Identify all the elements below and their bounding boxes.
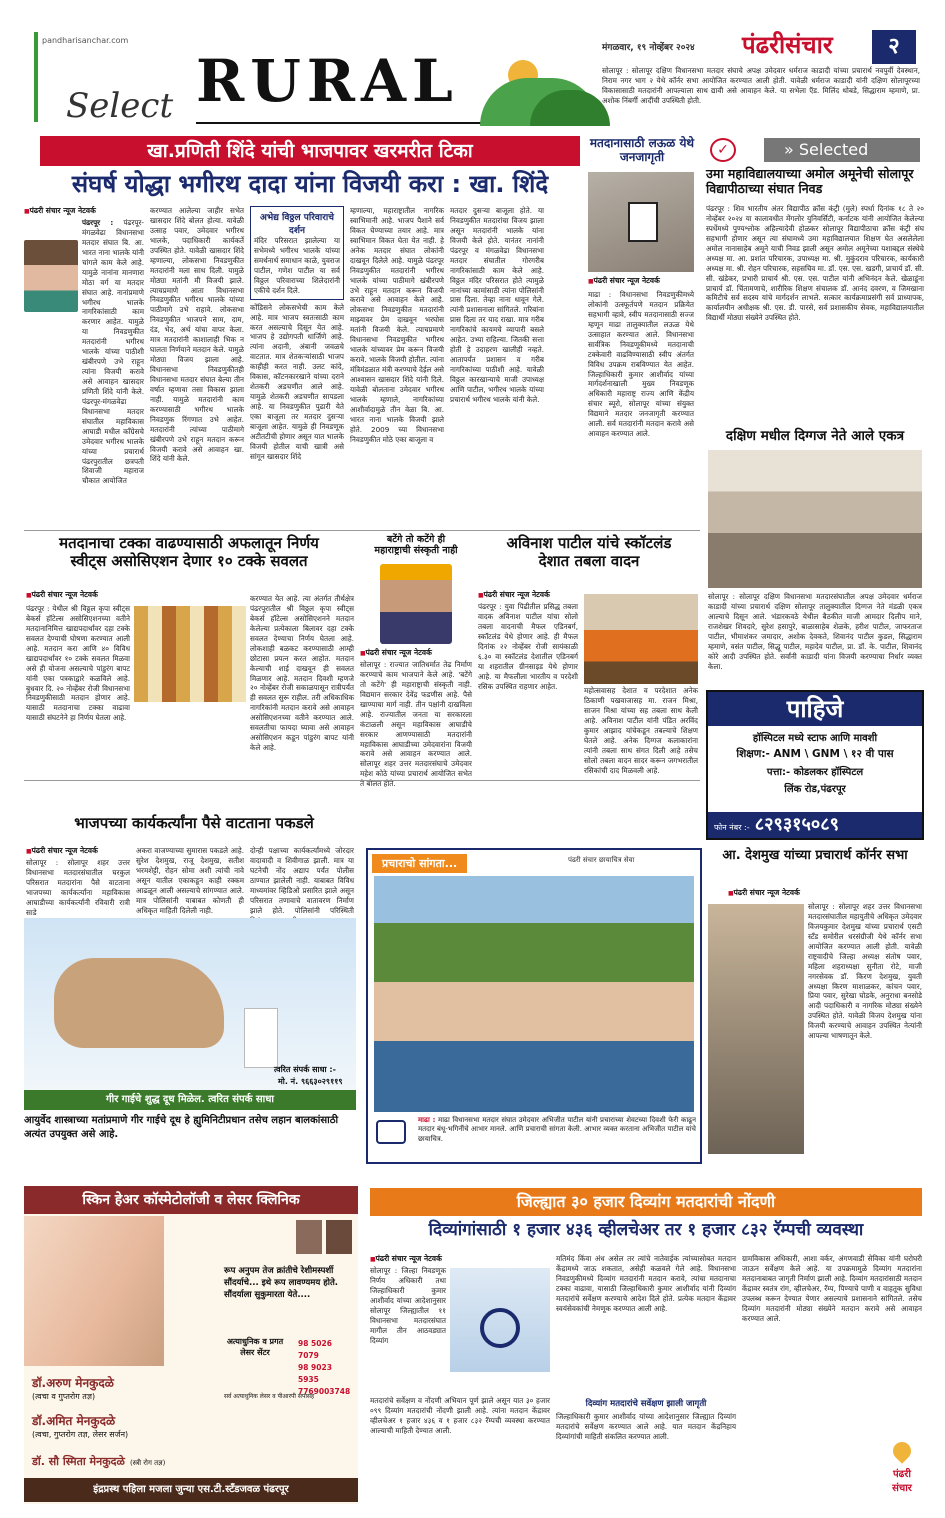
clinic-facility: सर्व अत्याधुनिक लेसर व पीआरपी सपासह (224, 1393, 315, 1400)
camera-icon (376, 1120, 406, 1144)
byline: ■ पंढरी संचार न्यूज नेटवर्क (24, 206, 144, 216)
speaker-photo (380, 564, 452, 644)
family-box-title: अभेद्य विठ्ठल परिवाराचे दर्शन (260, 213, 334, 236)
group-photo (708, 450, 922, 588)
sweets-col1: पंढरपूर : येथील श्री विठ्ठल कृपा स्वीट्स बेकर्स हॉटेल्स असोसिएशनच्या वतीने मतदानानिमित्त खाद्यपदार्थांवर दहा टक्के सवलत देण्याची घोषणा करण्यात आली आहे. मतदान करा आणि ४० विविध खाद्यपदार्थांवर १० टक्के सवलत मिळवा असे ही योजना असल्याचे पांडुरंग बापट यांनी एका पत्रकाद्वारे कळविले आहे. बुधवार दि. २० नोव्हेंबर रोजी विधानसभा निवडणुकीसाठी मतदान होणार आहे. यासाठी मतदानाचा टक्का वाढावा यासाठी संघटनेने हा निर्णय घेतला आहे. (26, 604, 130, 723)
south-text: सोलापूर : सोलापूर दक्षिण विधानसभा मतदारसंघातील अपक्ष उमेदवार धर्मराज काडादी यांच्या प्रचारार्थ दक्षिण सोलापूर तालुक्यातील दिग्गज नेते मंडळी एकत्र आल्याचे दिसून आले. भंडारकवठे येथील बैठकीत माजी आमदार दिलीप माने, राजशेखर शिवदारे, सुरेश हसापुरे, बाळासाहेब शेळके, हरीश पाटील, जाफरताज पाटील, भीमाशंकर जमादार, अशोक देवकते, शिवानंद पाटील कुडल, सिद्धाराम म्हमाणे, वसंत पाटील, सिद्धू पाटील, महादेव पाटील, प्रा. डॉ. के. पाटील, शिवानंद कोरे आदी उपस्थित होते. सर्वांनी काडादी यांना विजयी करण्याचा निर्धार व्यक्त केला. (708, 592, 922, 671)
divider (24, 780, 700, 781)
lead-col2: करण्यात आलेल्या जाहीर सभेत खासदार शिंदे बोलत होत्या. यावेळी उत्साह पवार, उमेदवार भगीरथ भालके, पदाधिकारी कार्यकर्ते उपस्थित होते. यावेळी खासदार शिंदे म्हणाल्या, लोकसभा निवडणुकीत मतदारांनी मला साथ दिली. यामुळे मोठ्या मतांनी मी विजयी झाले. त्याचप्रमाणे आता विधानसभा निवडणुकीत भगीरथ भालके यांच्या पाठीमागे उभे राहावे. लोकसभा निवडणुकीत भाजपने साम, दाम, दंड, भेद, अर्थ यांचा वापर केला. मात्र मतदारांनी काशालाही भिक न घालता निर्णयाने मतदान केले. यामुळे मोठ्या विजय झाला आहे. विधानसभा निवडणुकीतही विधानसभा मतदार संघात बेल्या तीन वर्षात म्हणावा तसा विकास झाला नाही. यामुळे मतदारांनी काम करण्यासाठी भगीरथ भालके निवडणुक रिंगणात उभे आहेत. मतदारांनी त्यांच्या पाठीमागे खंबीरपणे उभे राहून मतदान करून विजयी करावे असे आवाहन खा. शिंदे यांनी केले. (150, 206, 244, 464)
byline: ■ पंढरी संचार न्यूज नेटवर्क (26, 590, 98, 600)
page-number: २ (872, 30, 916, 64)
selected-text: पंढरपूर : शिव भारतीय अंतर विद्यापीठ क्रॉस कंट्री (मुले) स्पर्धा दिनांक १८ ते २० नोव्हेंबर २०२४ या कालावधीत मेंगलोर युनिवर्सिटी, कर्नाटक यांनी आयोजित केलेल्या स्पर्धेमध्ये पुण्यश्लोक अहिल्यादेवी होळकर सोलापूर विद्यापीठाचा क्रॉस कंट्री संघ सहभागी होणार असून त्या संघामध्ये उमा महाविद्यालयात शिक्षण घेत असलेलेला अमोल नानासाहेब अमूने याची निवड झाली असून अमोल अमूनेच्या यशाबद्दल संस्थेचे अध्यक्ष मा. आ. प्रशांत परिचारक, उपाध्यक्ष मा. श्री. मुकुंदराव परिचारक, कार्यकारी अध्यक्ष मा. श्री. रोहन परिचारक, सहसचिव मा. डॉ. एस. एस. खडगी, प्राचार्य डॉ. सी. सी. खंडेकर, प्रभारी प्राचार्य श्री. एस. एस. पाटील यांनी अभिनंदन केले. खेळाडूंना प्राचार्य डॉ. चिंतामणाचे, शारीरिक शिक्षण संचालक डॉ. आनंद दवरण, व जिमखाना कमिटीचे सर्व सदस्य यांचे मार्गदर्शन लाभले. सत्कार कार्यक्रमाप्रसंगी सर्व प्राध्यापक, कार्यालयीन अधीक्षक श्री. एस. डी. पारसे, सर्व प्रशासकीय सेवक, महाविद्यालयातील विद्यार्थी मोठ्या संख्येने उपस्थित होते. (706, 204, 924, 323)
select-word: Select (66, 86, 174, 126)
wheelchair-icon (480, 1308, 520, 1348)
clinic-address: इंद्रप्रस्थ पहिला मजला जुन्या एस.टी.स्टँडजवळ पंढरपूर (24, 1478, 358, 1502)
lead-col3 (250, 206, 344, 522)
date: मंगळवार, १९ नोव्हेंबर २०२४ (602, 43, 695, 53)
sweets-headline: मतदानाचा टक्का वाढण्यासाठी अफलातून निर्णय स्वीट्स असोसिएशन देणार १० टक्के सवलत (59, 534, 319, 570)
lead-col4: म्हणाल्या, महाराष्ट्रातील नागरिक स्वाभिमानी आहे. भाजप पैशाने सर्व विकत घेण्याच्या तयार आहे. मात्र स्वाभिमान विकत घेता येत नाही. हे अनेक मतदार संघात लोकांनी दाखवून दिलेले आहे. यामुळे पंढरपूर निवडणुकीत मतदारांनी भगीरथ भालके यांच्या पाठीमागे खंबीरपणे उभे राहून मतदान करून विजयी करावे असे आवाहन केले आहे. लोकसभा निवडणुकीत मतदारांनी माझ्यावर प्रेम दाखवून भरघोस मतांनी विजयी केले. त्याचप्रमाणे विधानसभा निवडणुकीत भगीरथ भालके यांच्यावर प्रेम करून विजयी करावे. भालके विजयी होतील. त्यांना मंत्रिमंडळात मंत्री करण्याचे देईल असे आश्वासन खासदार शिंदे यांनी दिले. यावेळी बोलताना उमेदवार भगीरथ भालके म्हणाले, नागरिकांच्या आशीर्वादामुळे तीन वेळा बि. आ. भारत नाना भालके विजयी झाले होते. 2009 च्या विधानसभा निवडणुकीत मोठे एका बाजूला व (350, 206, 444, 444)
bjp-col2: अकरा वाजण्याच्या सुमारास पकडले आहे. सुरेश देशमुख, राजू देशमुख, सतीश भरमशेट्टी, रोहन सोमा अशी त्यांची नावे असून यातील एकाकडून काही रक्कम आढळून आली असल्याचे सांगण्यात आले. मात्र पोलिसांनी याबाबत कोणती ही अधिकृत माहिती दिलेली नाही. (136, 846, 244, 915)
clinic-tagline: रूप अनुपम तेज क्रांतीचे रेशीमस्पर्शी सौंदर्याचे... इथे रूप लावण्यमय होते. सौंदर्याला सुकुमारता येते.... (224, 1266, 339, 1300)
milk-mobile[interactable]: मो. नं. ९६६३०२९११९ (278, 1077, 343, 1086)
divyang-kicker: जिल्ह्यात ३० हजार दिव्यांग मतदारांची नोंदणी (370, 1188, 922, 1216)
byline: ■ पंढरी संचार न्यूज नेटवर्क (360, 648, 432, 658)
sweets-photo (134, 606, 246, 702)
divyang-story (370, 1254, 922, 1504)
divider (24, 530, 700, 531)
bjp-headline: भाजपच्या कार्यकर्त्यांना पैसे वाटताना पकडले (74, 814, 314, 832)
tabla-photo (584, 594, 698, 684)
south-headline: दक्षिण मधील दिग्गज नेते आले एकत्र (725, 428, 905, 444)
lead-story (24, 206, 584, 526)
deshmukh-photo (708, 904, 804, 1154)
photo-credit: पंढरी संचार छायाचित्र सेवा (568, 856, 635, 864)
doctor-2: डॉ.अमित मेनकुदळे (त्वचा, गुप्तरोग तज्ञ, लेसर सर्जन) (32, 1414, 129, 1439)
lead-headline: संघर्ष योद्धा भगीरथ दादा यांना विजयी करा : खा. शिंदे (71, 170, 549, 198)
divyang-headline: दिव्यांगांसाठी १ हजार ४३६ व्हीलचेअर तर १ हजार ८३२ रॅम्पची व्यवस्था (428, 1220, 864, 1240)
divyang-col2: मतिमंद किंवा अंध असेल तर त्यांचे नातेवाईक त्यांच्यासोबत मतदान केंद्रामध्ये जाऊ शकतात, असेही कळवले गेले आहे. विधानसभा निवडणुकीमध्ये दिव्यांग मतदारांनी मतदान करावे, त्यांचा मतदानाचा टक्का वाढावा, यासाठी जिल्हाधिकारी कुमार आशीर्वाद यांनी दिव्यांग मतदारांचे सर्वेक्षण करण्याचे आदेश दिले होते. प्रत्येक मतदान केंद्रावर स्वयंसेवकांची नेमणूक करण्यात आली आहे. (556, 1254, 736, 1313)
tabla-col2: महोत्सवासह देशात व परदेशात अनेक ठिकाणी पखवाजासह मा. राजन मिश्रा, साजन मिश्रा यांच्या सह तबला साथ केली आहे. अविनाश पाटील यांनी पंडित अरविंद कुमार आझाद यांचेकडून तबल्याचे शिक्षण घेतले आहे. अनेक दिग्गज कलाकारांना त्यांनी तबला साथ संगत दिली आहे तसेच सोलो तबला वादन सादर करून जगभरातील रसिकांची दाद मिळवली आहे. (584, 686, 698, 775)
wanted-line4: लिंक रोड,पंढरपूर (784, 784, 846, 795)
wheelchair-illustration (450, 1268, 550, 1372)
awareness-story (588, 136, 696, 526)
campaign-photo (374, 876, 694, 1112)
deshmukh-text: सोलापूर : सोलापूर शहर उत्तर विधानसभा मतदारसंघातील महायुतीचे अधिकृत उमेदवार विजयकुमार देशमुख यांच्या प्रचारार्थ एसटी स्टँड समोरील धरसंग्रीजी येथे कॉर्नर सभा आयोजित करण्यात आली होती. यावेळी राष्ट्रवादीचे जिल्हा अध्यक्ष संतोष पवार, महिला शहराध्यक्षा सुनीता रोटे, माजी नगरसेवक डॉ. किरण देशमुख, युवती अध्यक्षा किरण माशाळकर, कांचन पवार, प्रिया पवार, सुरेखा घोडके, अनुराधा बनसोडे आदी पदाधिकारी व नागरिक मोठ्या संख्येने उपस्थित होते. यावेळी विजय देशमुख यांना विजयी करण्याचे आवाहन उपस्थित नेत्यांनी आपल्या भाषणातून केले. (808, 902, 922, 1041)
campaign-tag: प्रचाराचो सांगता... (372, 854, 467, 873)
clinic-phones[interactable]: 98 5026 7079 98 9023 5935 7769003748 (298, 1339, 351, 1396)
bjp-col1: सोलापूर : सोलापूर शहर उत्तर विधानसभा मतदारसंघातील घरकुल परिसरात मतदारांना पैसे वाटताना भाजपच्या कार्यकर्त्यांना महाविकास आघाडीच्या कार्यकर्त्यांनी रविवारी रात्री साडे (26, 858, 130, 917)
family-box-text: मंदिर परिसरात झालेल्या या सभेमध्ये भगीरथ भालके यांच्या समर्थनार्थ समाधान काळे, युवराज पाटील, गणेश पाटील या सर्व विठ्ठल परिवाराच्या शिलेदारांनी एकीचे दर्शन दिले. (254, 236, 340, 295)
divyang-col2b: जिल्हाधिकारी कुमार आशीर्वाद यांच्या आदेशानुसार जिल्ह्यात दिव्यांग मतदारांचे सर्वेक्षण करण्यात आले आहे. यात मतदान केंद्रनिहाय दिव्यांगांची माहिती संकलित करण्यात आली. (556, 1412, 736, 1441)
divyang-col3: ग्रामविकास अधिकारी, आशा वर्कर, अंगणवाडी सेविका यांनी घरोघरी जाऊन सर्वेक्षण केले आहे. या उपक्रमामुळे दिव्यांग मतदारांना मतदानाबाबत जागृती निर्माण झाली आहे. दिव्यांग मतदारांसाठी मतदान केंद्रावर स्वतंत्र रांग, व्हीलचेअर, रॅम्प, पिण्याचे पाणी व वाहतूक सुविधा उपलब्ध करून देण्यात येणार असल्याचे प्रशासनाने सांगितले. तसेच दिव्यांग मतदारांनी मोठ्या संख्येने मतदान करावे असे आवाहन करण्यात आले. (742, 1254, 922, 1323)
cow-icon (54, 958, 224, 1048)
wanted-phone-row (708, 812, 922, 838)
divyang-col1b: मतदारांचे सर्वेक्षण व नोंदणी अभियान पूर्ण झाले असून यात ३० हजार ०९९ दिव्यांग मतदारांची नोंदणी झाली आहे. त्यांना मतदान केंद्रावर व्हीलचेअर १ हजार ४३६ व १ हजार ८३२ रॅम्पची व्यवस्था करण्यात आल्याची माहिती देण्यात आली. (370, 1396, 550, 1435)
divyang-col1a: सोलापूर : जिल्हा निवडणूक निर्णय अधिकारी तथा जिल्हाधिकारी कुमार आशीर्वाद यांच्या आदेशानुसार सोलापूर जिल्ह्यातील ११ विधानसभा मतदारसंघात मागील तीन आठवड्यात दिव्यांग (370, 1266, 446, 1345)
lead-col3-text: कोंडिसने लोकसभेची काम केले आहे. मात्र भाजप स्वतःसाठी काम करत असल्याचे दिसून येत आहे. भाजप हे उद्योगपती धार्जिणे आहे. त्यांना अदानी, अंबानी जवळचे वाटतात. मात्र शेतकऱ्यांसाठी भाजप काहीही करत नाही. उलट कांदे, विकास, कॉटनकारखाने यांच्या दराने शेतकरी अडचणीत आले आहे. यामुळे शेतकरी अडचणीत सापडला आहे. या निवडणुकीत पुढारी येते एका बाजूला तर मतदार दुसऱ्या बाजूला आहेत. यामुळे ही निवडणूक अटीतटीची होणार असून यात भालके विजयी होतील याची खात्री असे सांगून खासदार शिंदे (250, 302, 344, 461)
byline: ■ पंढरी संचार न्यूज नेटवर्क (26, 846, 98, 856)
clinic-title: स्किन हेअर कॉस्मेटोलॉजी व लेसर क्लिनिक (24, 1186, 358, 1214)
tabla-story (478, 534, 700, 776)
culture-story (360, 534, 472, 789)
lead-col1-text: पंढरपूर : पंढरपूर-मंगळवेढा विधानसभा मतदार संघात बि. आ. भारत नाना भालके यांनी चांगले काम केले आहे. यामुळे नानांना मानणारा मोठा वर्ग या मतदार संघात आहे. नानांप्रमाणे भगीरथ भालके नागरिकांसाठी काम करणार आहेत. यामुळे या निवडणुकीत मतदारांनी भगीरथ भालके यांच्या पाठीशी खंबीरपणे उभे राहून त्यांना विजयी करावे असे आवाहन खासदार प्रणिती शिंदे यांनी केले. पंढरपूर-मंगळवेढा विधानसभा मतदार संघातील महाविकास आघाडी मधील काँग्रेसचे उमेदवार भगीरथ भालके यांच्या प्रचारार्थ पंढरपुरातील छत्रपती शिवाजी महाराज चौकात आयोजित (82, 218, 144, 486)
top-brief (602, 66, 920, 120)
wanted-title: पाहिजे (708, 692, 922, 726)
top-brief-text: सोलापूर : सोलापूर दक्षिण विधानसभा मतदार संघाचे अपक्ष उमेदवार धर्मराज काडादी यांच्या प्रचारार्थ नवपुर्वी देवस्थान, निराम नगर भाग २ येथे कॉर्नर सभा आयोजित करण्यात आली होती. यावेळी धर्मराज काडादी यांनी दक्षिण सोलापूरच्या विकासासाठी मतदारांनी आपल्याला साथ द्यावी असे आवाहन केले. या सभेला ऍड. मिलिंद थोबडे, सिद्धाराम म्हमाणे, प्रा. अशोक निंबर्गी आदींची उपस्थिती होती. (602, 66, 920, 105)
bjp-col3: दोन्ही पक्षाच्या कार्यकर्त्यांमध्ये जोरदार वादावादी व शिवीगाळ झाली. मात्र या घटनेची नोंद अद्याप पर्यंत पोलीस ठाण्यात झालेली नाही. याबाबत विविध माध्यमांवर व्हिडिओ प्रसारित झाले असून परिसरात तणावाचे वातावरण निर्माण झाले होते. पोलिसांनी परिस्थिती (250, 846, 354, 915)
campaign-panel (366, 848, 702, 1164)
check-icon: ✓ (710, 138, 736, 162)
campaign-caption: माढा : माढा विधानसभा मतदार संघात उमेदवार अभिजीत पाटील यांनी प्रचाराच्या शेवटच्या दिवशी फेरी काढून मतदार बंधू-भगिनींचे आभार मानले. आणि प्रचाराची सांगता केली. आभार व्यक्त करताना अभिजीत पाटील यांचे छायाचित्र. (418, 1116, 696, 1143)
paper-name: पंढरीसंचार (742, 31, 833, 59)
footer-logo: पंढरी संचार (880, 1442, 924, 1502)
selected-headline: उमा महाविद्यालयाच्या अमोल अमूनेची सोलापूर विद्यापीठाच्या संघात निवड (706, 166, 914, 196)
awareness-text: माढा : विधानसभा निवडणुकीमध्ये लोकांनी उत्स्फूर्तपणे मतदान प्रक्रियेत सहभागी व्हावे, स्वीप मतदानासाठी सज्ज म्हणून माढा तालुक्यातील लऊळ येथे उत्साहात करण्यात आले. विधानसभा सार्वत्रिक निवडणूकीमध्ये मतदानाची टक्केवारी वाढविण्यासाठी स्वीप अंतर्गत विविध उपक्रम राबविण्यात येत आहेत. जिल्हाधिकारी कुमार आशीर्वाद यांच्या मार्गदर्शनाखाली मुख्य निवडणूक अधिकारी महाराष्ट्र राज्य आणि केंद्रीय संचार ब्यूरो, सोलापूर यांच्या संयुक्त विद्यमाने मतदार जनजागृती करण्यात आली. सर्व मतदारांनी मतदान करावे असे आवाहन करण्यात आले. (588, 290, 694, 439)
location-pin-icon (889, 1438, 914, 1463)
byline: ■ पंढरी संचार न्यूज नेटवर्क (588, 276, 660, 286)
lead-col5: मतदार दुसऱ्या बाजूला होते. या निवडणुकीत मतदारांचा विजय झाला असून मतदारांनी भालके यांना विजयी केले होते. यानंतर नानांनी पंढरपूर व मंगळवेढा विधानसभा मतदार संघातील गोरगरीब नागरिकांसाठी काम केले आहे. विठ्ठल मंदिर परिसरात होते त्यामुळे नानांच्या कामांसाठी त्यांना पोलिसांनी प्रास दिला. तेव्हा नाना धावून गेले. त्यांनी प्रशासनाला सांगितले. गरिबांना प्रास दिला तर याद राखा. मात्र गरीब नागरिकांचे कायमचे व्यापारी बसले आहेत. उभ्या राहिल्या. जितकी सत्ता होती हे उदाहरण खालीही नव्हते. आतापर्यंत प्रशासन व गरीब नागरिकांच्या पाठीशी आहे. यावेळी विठ्ठल कारखान्याचे माजी उपाध्यक्ष आणि पाटील, भगीरथ भालके यांच्या प्रचारार्थ भगीरथ भालके यांनी केले. (450, 206, 544, 404)
model-face (24, 1216, 164, 1366)
culture-quote: बटेंगे तो कटेंगे ही महाराष्ट्राची संस्कृती नाही (374, 534, 458, 557)
divyang-subhead: दिव्यांग मतदारांचे सर्वेक्षण झाली जागृती (585, 1399, 707, 1409)
phone-label: फोन नंबर :- (714, 823, 750, 832)
selected-story (706, 136, 924, 426)
milk-ad (24, 918, 356, 1158)
doctor-photo (326, 1220, 352, 1254)
doctor-1: डॉ.अरुण मेनकुदळे (त्वचा व गुप्तरोग तज्ञ) (32, 1376, 114, 1401)
rural-word: RURAL (196, 47, 459, 115)
clinic-ad (24, 1186, 358, 1504)
wanted-line1: हॉस्पिटल मध्ये स्टाफ आणि मावशी (752, 733, 878, 744)
doctor-photo (296, 1220, 322, 1254)
tabla-col1: पंढरपूर : युवा पिढीतील प्रसिद्ध तबला वादक अविनाश पाटील यांचा सोलो तबला वादनाची मैफल एडिनबर्ग, स्कॉटलंड येथे होणार आहे. ही मैफल दिनांक २२ नोव्हेंबर रोजी सायंकाळी ६.३० वा स्कॉटलंड देशातील एडिनबर्ग या शहरातील ग्रीनसाइड येथे होणार आहे. या मैफलीला भारतीय व परदेशी रसिक उपस्थित राहणार आहेत. (478, 602, 578, 691)
doctor-3: डॉ. सौ स्मिता मेनकुदळे (स्त्री रोग तज्ञ) (32, 1455, 166, 1468)
left-green-bar (34, 32, 38, 122)
chevron-right-icon: » (784, 140, 799, 159)
clinic-modern: अत्याधुनिक व प्रगत लेसर सेंटर (226, 1337, 284, 1357)
milk-banner: गीर गाईचे शुद्ध दूध मिळेल. त्वरित संपर्क साधा (24, 1090, 356, 1110)
deshmukh-story (708, 848, 922, 1164)
family-box (250, 206, 344, 300)
voting-photo (588, 172, 694, 272)
byline: ■ पंढरी संचार न्यूज नेटवर्क (478, 590, 550, 600)
phone-number[interactable]: ८२९३१५०८९ (754, 814, 839, 835)
milk-contact: त्वरित संपर्क साधा :- (274, 1065, 336, 1074)
deshmukh-headline: आ. देशमुख यांच्या प्रचारार्थ कॉर्नर सभा (722, 848, 908, 863)
lead-kicker: खा.प्रणिती शिंदे यांची भाजपावर खरमरीत टिका (40, 136, 580, 166)
milk-note: आयुर्वेद शास्त्राच्या मतांप्रमाणे गीर गाईचे दूध हे ह्युमिनिटीप्रधान तसेच लहान बालकांसाठी अत्यंत उपयुक्त असे आहे. (24, 1115, 339, 1140)
lead-col1 (24, 206, 144, 522)
sweets-col2: करण्यात येत आहे. त्या अंतर्गत तीर्थक्षेत्र पंढरपूरातील श्री विठ्ठल कृपा स्वीट्स बेकर्स हॉटेल्स असोसिएशनने मतदान केलेल्या प्रत्येकाला बिलावर दहा टक्के सवलत देण्याचा निर्णय घेतला आहे. लोकशाही बळकट करण्यासाठी आम्ही छोटासा प्रयत्न करत आहोत. मतदान केल्याची शाई दाखवून ही सवलत मिळणार आहे. मतदान दिवशी म्हणजे २० नोव्हेंबर रोजी सकाळपासून रात्रीपर्यंत ही सवलत सुरू राहील. तरी अधिकाधिक नागरिकांनी मतदान करावे असे आवाहन असोसिएशनच्या वतीने करण्यात आले. सवलतीचा फायदा घ्यावा असे आवाहन असोसिएशन कडून पांडुरंग बापट यांनी केले आहे. (250, 594, 354, 753)
tabla-headline: अविनाश पाटील यांचे स्कॉटलंड देशात तबला वादन (506, 534, 672, 570)
milk-glass-icon (244, 1008, 278, 1068)
culture-text: सोलापूर : राज्यात जातिधर्मात तेढ निर्माण करण्याचे काम भाजपाने केले आहे. 'बटेंगे तो कटेंगे' ही महाराष्ट्राची संस्कृती नाही. विद्यमान सरकार देवेंद्र फडणीस आहे. पैसे खाण्याचा मार्ग नाही. तीन पक्षांनी दाखविला आहे. राज्यातील जनता या सरकारला कंटाळली असून महाविकास आघाडीचे सरकार आणण्यासाठी मतदारांनी महाविकास आघाडीच्या उमेदवारांना विजयी करावे असे आवाहन करण्यात आले. सोलापूर शहर उत्तर मतदारसंघाचे उमेदवार महेश कोठे यांच्या प्रचारार्थ आयोजित सभेत ते बोलत होते. (360, 660, 472, 789)
wanted-line2: शिक्षण:- ANM \ GNM \ १२ वी पास (736, 748, 894, 760)
byline: ■ पंढरी संचार न्यूज नेटवर्क (728, 888, 800, 898)
byline: ■ पंढरी संचार न्यूज नेटवर्क (370, 1254, 442, 1264)
ballot-box-icon (628, 202, 658, 242)
wanted-ad (706, 690, 924, 840)
selected-label: » Selected (764, 138, 920, 162)
wanted-line3: पत्ता:- कोडलकर हॉस्पिटल (766, 767, 864, 778)
awareness-title: मतदानासाठी लऊळ येथे जनजागृती (589, 136, 695, 165)
portrait-photo (24, 240, 78, 312)
masthead (0, 0, 945, 132)
site-url[interactable]: pandharisanchar.com (42, 36, 129, 45)
